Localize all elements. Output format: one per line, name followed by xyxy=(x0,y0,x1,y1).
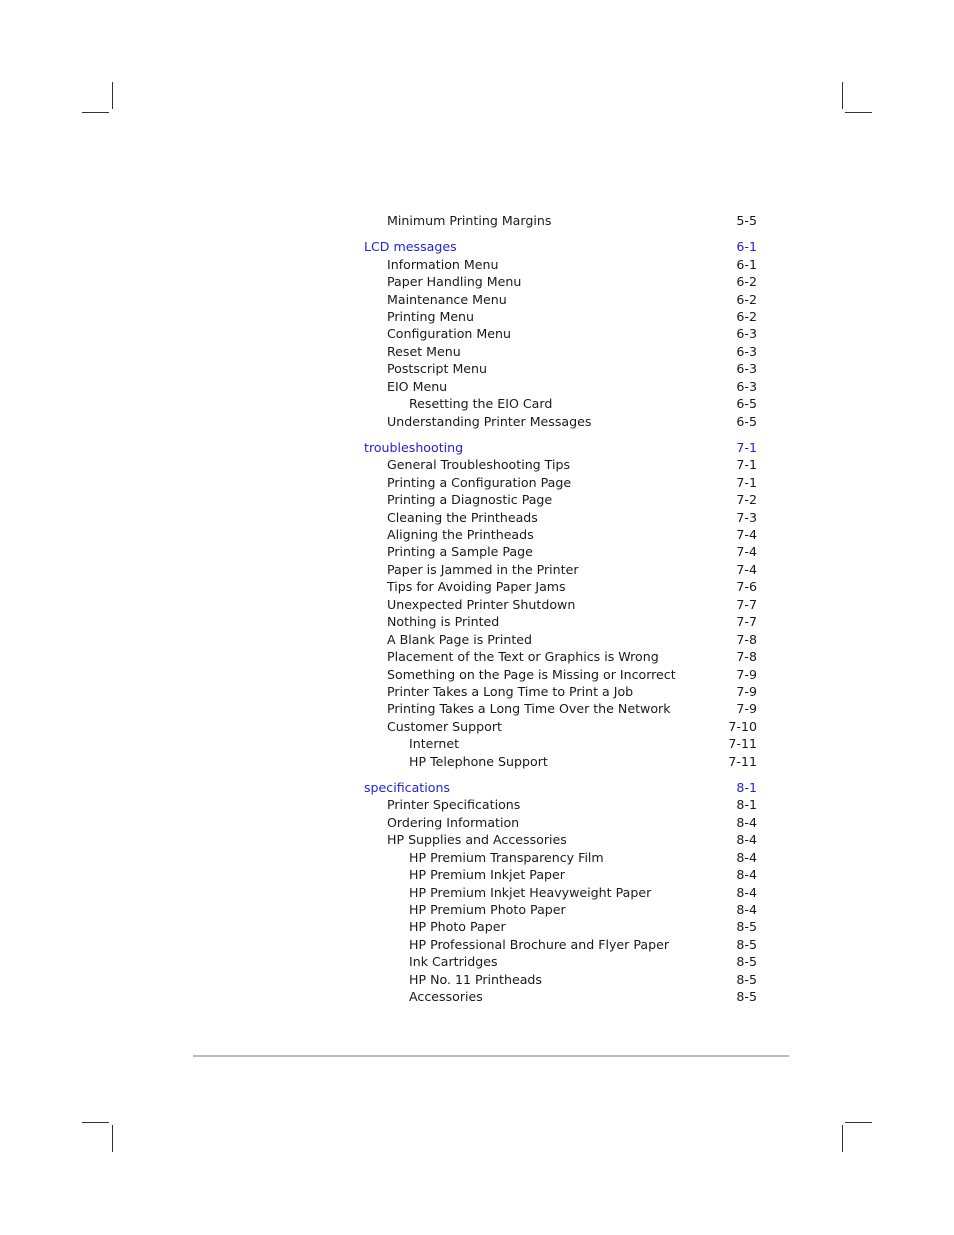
toc-entry-title: Printing a Diagnostic Page xyxy=(387,492,553,508)
toc-entry-page: 8-5 xyxy=(736,954,757,970)
toc-entry-page: 6-3 xyxy=(736,326,757,342)
toc-entry-page: 7-3 xyxy=(736,509,757,525)
toc-entry-page: 6-3 xyxy=(736,343,757,359)
toc-entry xyxy=(364,666,757,683)
toc-entry xyxy=(364,831,757,848)
toc-entry-title: Minimum Printing Margins xyxy=(387,213,552,228)
toc-entry xyxy=(364,360,757,377)
toc-entry xyxy=(364,212,757,229)
toc-entry-title: Maintenance Menu xyxy=(387,291,507,307)
toc-entry-page: 7-10 xyxy=(728,718,757,734)
toc-section-entry[interactable] xyxy=(364,439,757,456)
toc-entry xyxy=(364,953,757,970)
toc-entry-page: 7-7 xyxy=(736,596,757,612)
toc-entry-title: Printing Menu xyxy=(387,308,475,324)
toc-entry-title: EIO Menu xyxy=(387,378,448,394)
toc-entry-page: 8-5 xyxy=(736,936,757,952)
toc-entry-title: LCD messages xyxy=(364,239,457,255)
crop-mark-top-right-v xyxy=(842,82,843,109)
toc-entry-title: Ink Cartridges xyxy=(409,954,498,970)
toc-entry-title: Paper Handling Menu xyxy=(387,274,522,290)
toc-entry-page: 6-3 xyxy=(736,378,757,394)
toc-entry xyxy=(364,395,757,412)
toc-entry-title: Reset Menu xyxy=(387,343,461,359)
toc-entry xyxy=(364,491,757,508)
toc-entry-page: 8-4 xyxy=(736,867,757,883)
toc-entry xyxy=(364,884,757,901)
toc-entry-page: 6-1 xyxy=(736,239,757,255)
toc-entry xyxy=(364,796,757,813)
toc-entry-title: Postscript Menu xyxy=(387,361,488,377)
toc-entry-title: troubleshooting xyxy=(364,439,464,455)
toc-entry-title: HP Premium Inkjet Heavyweight Paper xyxy=(409,884,652,900)
toc-entry-title: Ordering Information xyxy=(387,814,520,830)
toc-entry-title: Configuration Menu xyxy=(387,326,511,342)
toc-entry xyxy=(364,543,757,560)
toc-entry xyxy=(364,378,757,395)
toc-entry-page: 7-2 xyxy=(736,492,757,508)
toc-entry-page: 6-5 xyxy=(736,413,757,429)
toc-entry-title: Printer Takes a Long Time to Print a Job xyxy=(387,683,634,699)
crop-mark-top-left-v xyxy=(112,82,113,109)
crop-mark-top-left-h xyxy=(82,112,109,113)
toc-entry-title: specifications xyxy=(364,779,450,795)
toc-entry-page: 7-8 xyxy=(736,649,757,665)
toc-entry xyxy=(364,814,757,831)
toc-entry-page: 8-5 xyxy=(736,971,757,987)
table-of-contents xyxy=(364,212,757,1006)
toc-entry-page: 7-4 xyxy=(736,544,757,560)
toc-entry-page: 6-5 xyxy=(736,396,757,412)
toc-entry-page: 7-1 xyxy=(736,474,757,490)
toc-entry xyxy=(364,308,757,325)
toc-entry xyxy=(364,936,757,953)
toc-entry-title: Printing a Configuration Page xyxy=(387,474,572,490)
toc-entry-title: Placement of the Text or Graphics is Wrong xyxy=(387,649,659,665)
toc-entry-page: 7-1 xyxy=(736,439,757,455)
toc-entry-title: Something on the Page is Missing or Incorrect xyxy=(387,666,676,682)
toc-entry xyxy=(364,700,757,717)
toc-entry xyxy=(364,256,757,273)
toc-entry-title: Accessories xyxy=(409,989,483,1005)
toc-entry-page: 7-11 xyxy=(728,753,757,769)
toc-entry-page: 7-1 xyxy=(736,457,757,473)
toc-entry xyxy=(364,735,757,752)
toc-entry-page: 7-7 xyxy=(736,614,757,630)
toc-entry-title: Internet xyxy=(409,736,460,752)
toc-section-entry[interactable] xyxy=(364,779,757,796)
toc-entry-title: Printer Specifications xyxy=(387,797,521,813)
toc-entry-page: 8-5 xyxy=(736,919,757,935)
toc-entry-title: HP Photo Paper xyxy=(409,919,506,935)
toc-entry xyxy=(364,561,757,578)
toc-entry-page: 6-3 xyxy=(736,361,757,377)
toc-entry-title: General Troubleshooting Tips xyxy=(387,457,571,473)
toc-entry-title: Understanding Printer Messages xyxy=(387,413,592,429)
toc-entry xyxy=(364,683,757,700)
toc-entry-title: Cleaning the Printheads xyxy=(387,509,538,525)
toc-entry-title: Customer Support xyxy=(387,718,502,734)
toc-entry xyxy=(364,578,757,595)
toc-entry xyxy=(364,291,757,308)
toc-entry xyxy=(364,988,757,1005)
toc-entry xyxy=(364,474,757,491)
toc-entry xyxy=(364,753,757,770)
toc-entry-page: 7-4 xyxy=(736,561,757,577)
toc-entry-page: 8-4 xyxy=(736,902,757,918)
toc-entry-title: Unexpected Printer Shutdown xyxy=(387,596,576,612)
toc-entry-page: 8-4 xyxy=(736,814,757,830)
toc-entry xyxy=(364,849,757,866)
toc-entry-page: 6-2 xyxy=(736,274,757,290)
toc-entry-title: HP No. 11 Printheads xyxy=(409,971,542,987)
crop-mark-top-right-h xyxy=(845,112,872,113)
toc-entry-page: 8-5 xyxy=(736,989,757,1005)
crop-mark-bottom-left-h xyxy=(82,1122,109,1123)
toc-entry-page: 7-11 xyxy=(728,736,757,752)
toc-entry xyxy=(364,866,757,883)
toc-entry xyxy=(364,918,757,935)
crop-mark-bottom-right-h xyxy=(845,1122,872,1123)
toc-entry-page: 7-6 xyxy=(736,579,757,595)
toc-entry-page: 8-1 xyxy=(736,797,757,813)
toc-entry-title: A Blank Page is Printed xyxy=(387,631,533,647)
toc-entry-title: HP Supplies and Accessories xyxy=(387,832,567,848)
toc-entry-page: 8-4 xyxy=(736,832,757,848)
toc-entry xyxy=(364,613,757,630)
toc-entry xyxy=(364,631,757,648)
toc-entry xyxy=(364,718,757,735)
toc-entry-page: 6-2 xyxy=(736,308,757,324)
toc-entry-title: Aligning the Printheads xyxy=(387,527,534,543)
toc-entry-page: 7-9 xyxy=(736,683,757,699)
toc-entry-title: HP Premium Transparency Film xyxy=(409,849,604,865)
toc-entry-title: Resetting the EIO Card xyxy=(409,396,553,412)
toc-entry xyxy=(364,971,757,988)
toc-entry xyxy=(364,325,757,342)
toc-entry-title: HP Premium Photo Paper xyxy=(409,902,566,918)
toc-section-entry[interactable] xyxy=(364,238,757,255)
toc-entry xyxy=(364,343,757,360)
toc-entry-title: Information Menu xyxy=(387,256,499,272)
toc-entry-page: 5-5 xyxy=(736,213,757,228)
toc-entry xyxy=(364,901,757,918)
toc-entry xyxy=(364,413,757,430)
toc-entry-page: 7-8 xyxy=(736,631,757,647)
toc-entry-page: 7-4 xyxy=(736,527,757,543)
toc-entry xyxy=(364,509,757,526)
toc-entry-title: Printing a Sample Page xyxy=(387,544,533,560)
crop-mark-bottom-left-v xyxy=(112,1125,113,1152)
toc-entry-title: Nothing is Printed xyxy=(387,614,500,630)
toc-entry-title: HP Premium Inkjet Paper xyxy=(409,867,565,883)
toc-entry-title: HP Telephone Support xyxy=(409,753,548,769)
toc-entry-page: 6-1 xyxy=(736,256,757,272)
toc-entry-title: Printing Takes a Long Time Over the Network xyxy=(387,701,671,717)
toc-entry-page: 8-4 xyxy=(736,849,757,865)
toc-entry-page: 8-1 xyxy=(736,779,757,795)
crop-mark-bottom-right-v xyxy=(842,1125,843,1152)
toc-entry-page: 6-2 xyxy=(736,291,757,307)
toc-entry-page: 7-9 xyxy=(736,666,757,682)
toc-entry xyxy=(364,273,757,290)
toc-entry xyxy=(364,596,757,613)
toc-entry xyxy=(364,456,757,473)
toc-entry-title: Tips for Avoiding Paper Jams xyxy=(387,579,566,595)
toc-entry-page: 7-9 xyxy=(736,701,757,717)
toc-entry-title: Paper is Jammed in the Printer xyxy=(387,561,579,577)
toc-entry-title: HP Professional Brochure and Flyer Paper xyxy=(409,936,670,952)
footer-rule xyxy=(193,1055,789,1057)
toc-entry xyxy=(364,526,757,543)
toc-entry xyxy=(364,648,757,665)
toc-entry-page: 8-4 xyxy=(736,884,757,900)
